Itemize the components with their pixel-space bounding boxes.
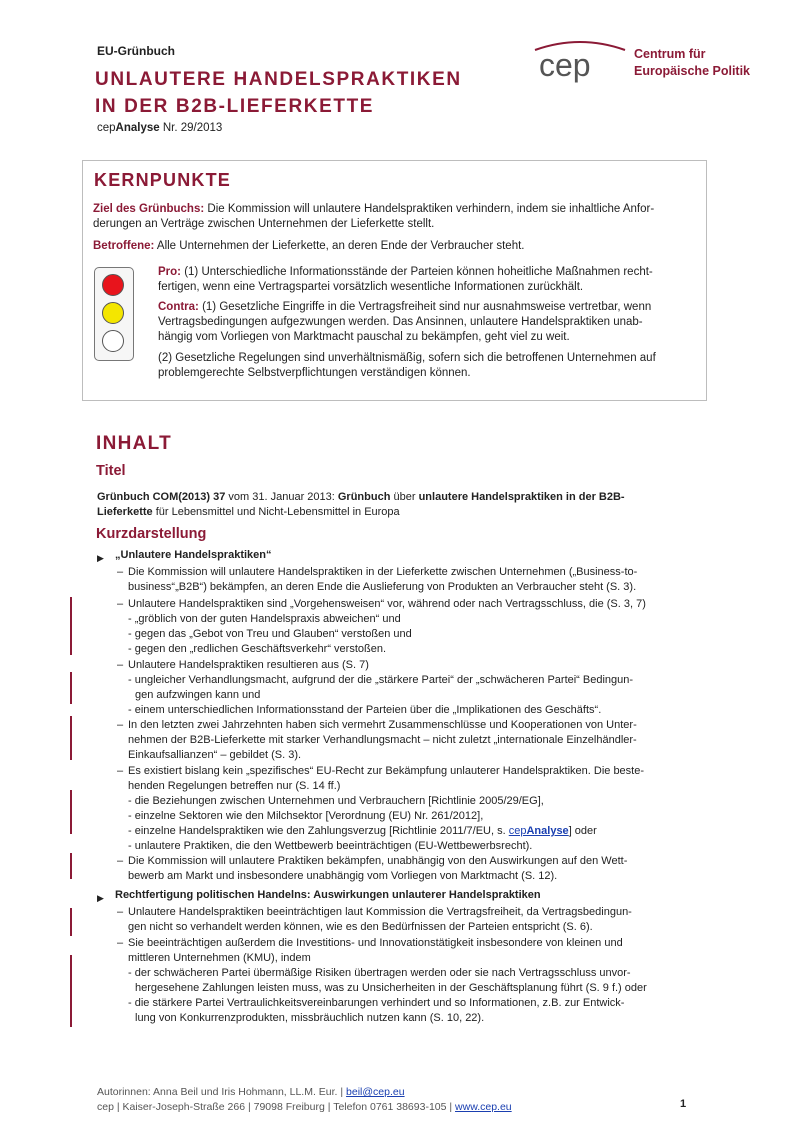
yellow-light [102,302,124,324]
kurzdarstellung-heading: Kurzdarstellung [96,526,207,542]
text-line: hergesehene Zahlungen leisten muss, was zu Unsicherheiten in der Geschäftsplanung führt (S. 9 f.) oder [135,982,647,994]
margin-marker [70,955,72,1027]
text-line: - die Beziehungen zwischen Unternehmen und Verbrauchern [Richtlinie 2005/29/EG], [128,795,544,807]
document-title: UNLAUTERE HANDELSPRAKTIKEN IN DER B2B-LIEFERKETTE [95,69,462,117]
cepanalyse-link[interactable]: cepAnalyse [508,825,569,837]
text-line: Die Kommission will unlautere Handelspraktiken in der Lieferkette zwischen Unternehmen („Business-to- [128,566,638,578]
dash-bullet: – [117,566,124,578]
website-link[interactable]: www.cep.eu [455,1101,512,1113]
traffic-light-icon [94,267,134,361]
text-line: In den letzten zwei Jahrzehnten haben sich vermehrt Zusammenschlüsse und Kooperationen von Unter- [128,719,637,731]
text-line: bewerb am Markt und insbesondere unabhängig vom Vorliegen von Marktmacht (S. 12). [128,870,558,882]
dash-bullet: – [117,855,124,867]
section-heading: Rechtfertigung politischen Handelns: Auswirkungen unlauterer Handelspraktiken [115,889,541,901]
text-line: nehmen der B2B-Lieferkette mit starker Verhandlungsmacht – nicht zuletzt „internationale Einzelhändler- [128,734,637,746]
dash-bullet: – [117,906,124,918]
margin-marker [70,672,72,704]
text-line: business“„B2B“) bekämpfen, an deren Ende die Auslieferung von Produkten an Verbraucher steht (S. 3). [128,581,637,593]
white-light [102,330,124,352]
text-line: - gegen den „redlichen Geschäftsverkehr“ verstoßen. [128,643,387,655]
section-bullet-icon: ▶ [97,893,104,903]
logo-wordmark: cep [539,47,591,83]
margin-marker [70,597,72,655]
titel-heading: Titel [96,463,126,479]
text-line: - gegen das „Gebot von Treu und Glauben“ verstoßen und [128,628,412,640]
text-line: Unlautere Handelspraktiken beeinträchtigen laut Kommission die Vertragsfreiheit, da Vertragsbedingun- [128,906,632,918]
section-bullet-icon: ▶ [97,553,104,563]
dash-bullet: – [117,765,124,777]
document-kicker: EU-Grünbuch [97,44,175,58]
text-line: gen nicht so verhandelt werden können, wie es den Bedürfnissen der Parteien entspricht (S. 6). [128,921,593,933]
text-line: Unlautere Handelspraktiken sind „Vorgehensweisen“ vor, während oder nach Vertragsschluss, die (S. 3, 7) [128,598,646,610]
text-line: Sie beeinträchtigen außerdem die Investitions- und Innovationstätigkeit insbesondere von kleinen und [128,937,623,949]
text-line: - einzelne Handelspraktiken wie den Zahlungsverzug [Richtlinie 2011/7/EU, s. cepAnalyse] oder [128,825,597,837]
text-line: - einem unterschiedlichen Informationsstand der Parteien über die „Implikationen des Geschäfts“. [128,704,602,716]
dash-bullet: – [117,719,124,731]
issue-number: cepAnalyse Nr. 29/2013 [97,122,223,134]
text-line: gen aufzwingen kann und [135,689,261,701]
ziel-paragraph: Ziel des Grünbuchs: Die Kommission will unlautere Handelspraktiken verhindern, indem sie inhaltliche Anfor- derungen an Verträge zwischen Unternehmen der Lieferkette stellt. [93,203,655,230]
contra-paragraph: Contra: (1) Gesetzliche Eingriffe in die Vertragsfreiheit sind nur ausnahmsweise vertretbar, wenn Vertragsbedingungen aufgezwungen werden. Das Ansinnen, unlautere Handelspraktiken unab- hängig vom Vorliegen von Marktmacht pauschal zu bekämpfen, geht viel zu weit. [158,301,652,343]
titel-paragraph: Grünbuch COM(2013) 37 vom 31. Januar 2013: Grünbuch über unlautere Handelspraktiken in der B2B- Lieferkette für Lebensmittel und Nicht-Lebensmittel in Europa [97,491,625,518]
margin-marker [70,853,72,879]
margin-marker [70,790,72,834]
footer: Autorinnen: Anna Beil und Iris Hohmann, LL.M. Eur. | beil@cep.eu cep | Kaiser-Joseph-Straße 266 | 79098 Freiburg | Telefon 0761 38693-105 | www.cep.eu [97,1086,512,1113]
text-line: - „gröblich von der guten Handelspraxis abweichen“ und [128,613,401,625]
betroffene-paragraph: Betroffene: Alle Unternehmen der Lieferkette, an deren Ende der Verbraucher steht. [93,240,525,252]
email-link[interactable]: beil@cep.eu [346,1086,405,1098]
kernpunkte-heading: KERNPUNKTE [94,170,232,190]
text-line: - ungleicher Verhandlungsmacht, aufgrund der die „stärkere Partei“ der „schwächeren Partei“ Bedingun- [128,674,634,686]
text-line: - die stärkere Partei Vertraulichkeitsvereinbarungen verhindert und so Informationen, z.B. zur Entwick- [128,997,625,1009]
text-line: Es existiert bislang kein „spezifisches“ EU-Recht zur Bekämpfung unlauterer Handelspraktiken. Die beste- [128,765,645,777]
text-line: mittleren Unternehmen (KMU), indem [128,952,311,964]
dash-bullet: – [117,598,124,610]
inhalt-heading: INHALT [96,433,173,454]
red-light [102,274,124,296]
text-line: - der schwächeren Partei übermäßige Risiken übertragen werden oder sie nach Vertragsschluss unvor- [128,967,631,979]
text-line: Einkaufsallianzen“ – gebildet (S. 3). [128,749,302,761]
margin-marker [70,716,72,760]
text-line: - unlautere Praktiken, die den Wettbewerb beeinträchtigen (EU-Wettbewerbsrecht). [128,840,533,852]
text-line: Unlautere Handelspraktiken resultieren aus (S. 7) [128,659,369,671]
text-line: - einzelne Sektoren wie den Milchsektor [Verordnung (EU) Nr. 261/2012], [128,810,484,822]
dash-bullet: – [117,659,124,671]
page-number: 1 [680,1098,687,1110]
margin-marker [70,908,72,936]
section-heading: „Unlautere Handelspraktiken“ [115,549,272,561]
contra-2-paragraph: (2) Gesetzliche Regelungen sind unverhältnismäßig, sofern sich die betroffenen Unternehmen auf problemgerechte Selbstverpflichtungen verständigen können. [158,352,656,379]
text-line: Die Kommission will unlautere Praktiken bekämpfen, unabhängig von den Auswirkungen auf den Wett- [128,855,628,867]
organisation-name: Centrum für Europäische Politik [634,47,751,78]
pro-paragraph: Pro: (1) Unterschiedliche Informationsstände der Parteien können hoheitliche Maßnahmen recht- fertigen, wenn eine Vertragspartei vorsätzlich wesentliche Informationen zurückhält. [158,266,653,293]
text-line: henden Regelungen betreffen nur (S. 14 ff.) [128,780,341,792]
text-line: lung von Konkurrenzprodukten, missbräuchlich nutzen kann (S. 10, 22). [135,1012,485,1024]
dash-bullet: – [117,937,124,949]
